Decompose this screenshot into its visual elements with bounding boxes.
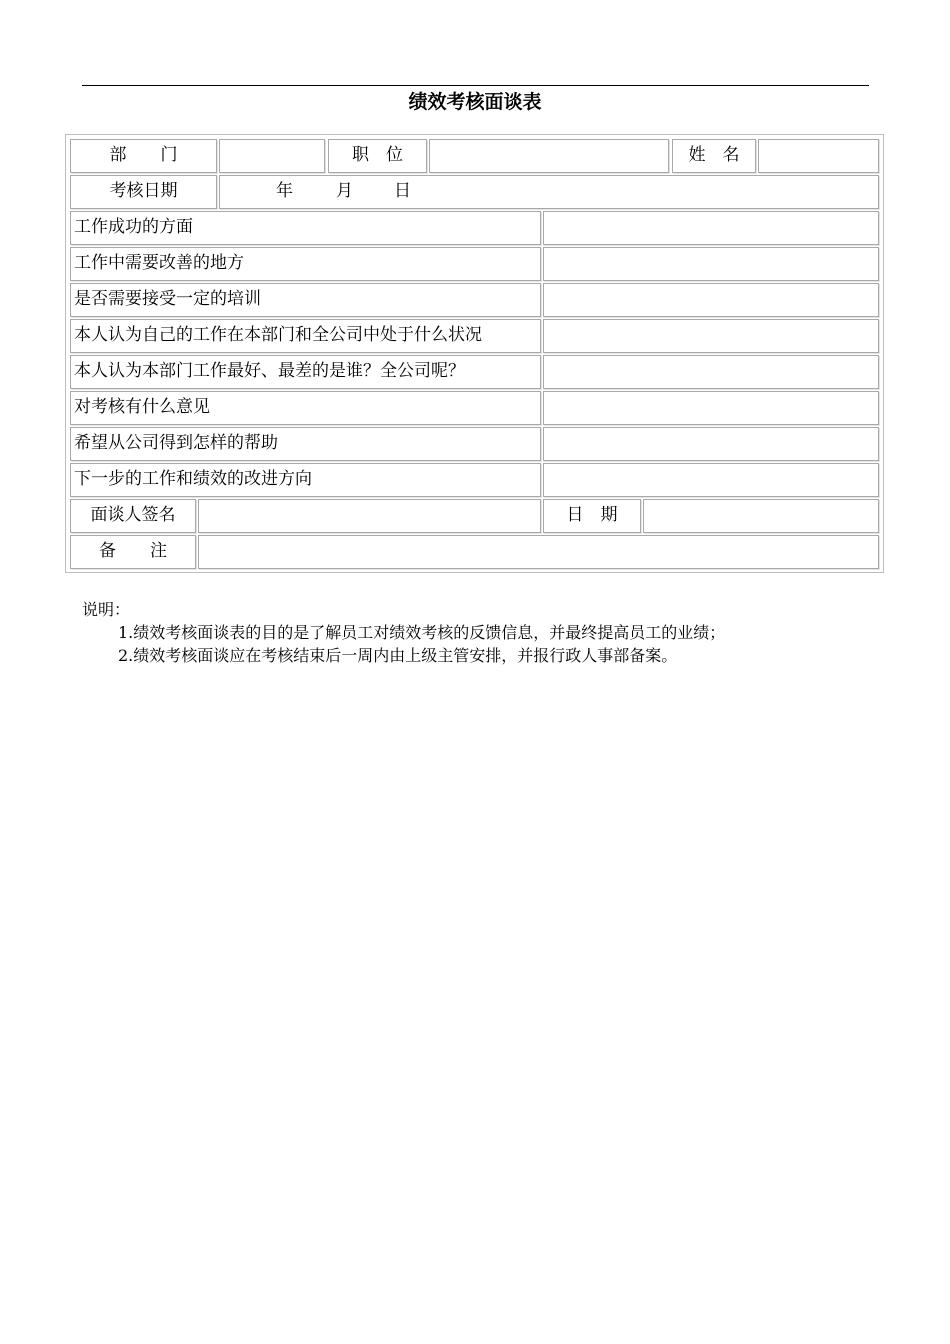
position-field[interactable] [429,139,669,173]
question-label: 对考核有什么意见 [70,391,541,425]
appraisal-form [65,134,884,573]
note-item: 1.绩效考核面谈表的目的是了解员工对绩效考核的反馈信息，并最终提高员工的业绩； [118,623,726,642]
department-label: 部 门 [70,139,217,173]
name-field[interactable] [758,139,879,173]
month-label: 月 [336,181,353,201]
question-label: 是否需要接受一定的培训 [70,283,541,317]
notes-heading: 说明： [82,600,131,619]
question-answer-field[interactable] [543,427,879,461]
day-label: 日 [394,181,411,201]
question-answer-field[interactable] [543,283,879,317]
signature-date-label: 日 期 [543,499,641,533]
question-answer-field[interactable] [543,391,879,425]
page-title: 绩效考核面谈表 [408,91,542,113]
position-label: 职 位 [328,139,427,173]
question-label: 工作成功的方面 [70,211,541,245]
appraisal-date-field[interactable] [219,175,879,209]
question-answer-field[interactable] [543,355,879,389]
header-rule [82,85,869,86]
question-answer-field[interactable] [543,211,879,245]
question-label: 下一步的工作和绩效的改进方向 [70,463,541,497]
question-label: 本人认为自己的工作在本部门和全公司中处于什么状况 [70,319,541,353]
interviewer-signature-field[interactable] [198,499,541,533]
question-label: 工作中需要改善的地方 [70,247,541,281]
remarks-field[interactable] [198,535,879,569]
interviewer-signature-label: 面谈人签名 [70,499,196,533]
year-label: 年 [276,181,293,201]
remarks-label: 备 注 [70,535,196,569]
department-field[interactable] [219,139,325,173]
question-answer-field[interactable] [543,319,879,353]
question-label: 希望从公司得到怎样的帮助 [70,427,541,461]
appraisal-date-label: 考核日期 [70,175,217,209]
signature-date-field[interactable] [643,499,879,533]
question-label: 本人认为本部门工作最好、最差的是谁？全公司呢？ [70,355,541,389]
note-item: 2.绩效考核面谈应在考核结束后一周内由上级主管安排，并报行政人事部备案。 [118,646,678,665]
question-answer-field[interactable] [543,463,879,497]
question-answer-field[interactable] [543,247,879,281]
name-label: 姓 名 [672,139,756,173]
notes-section [82,598,725,667]
